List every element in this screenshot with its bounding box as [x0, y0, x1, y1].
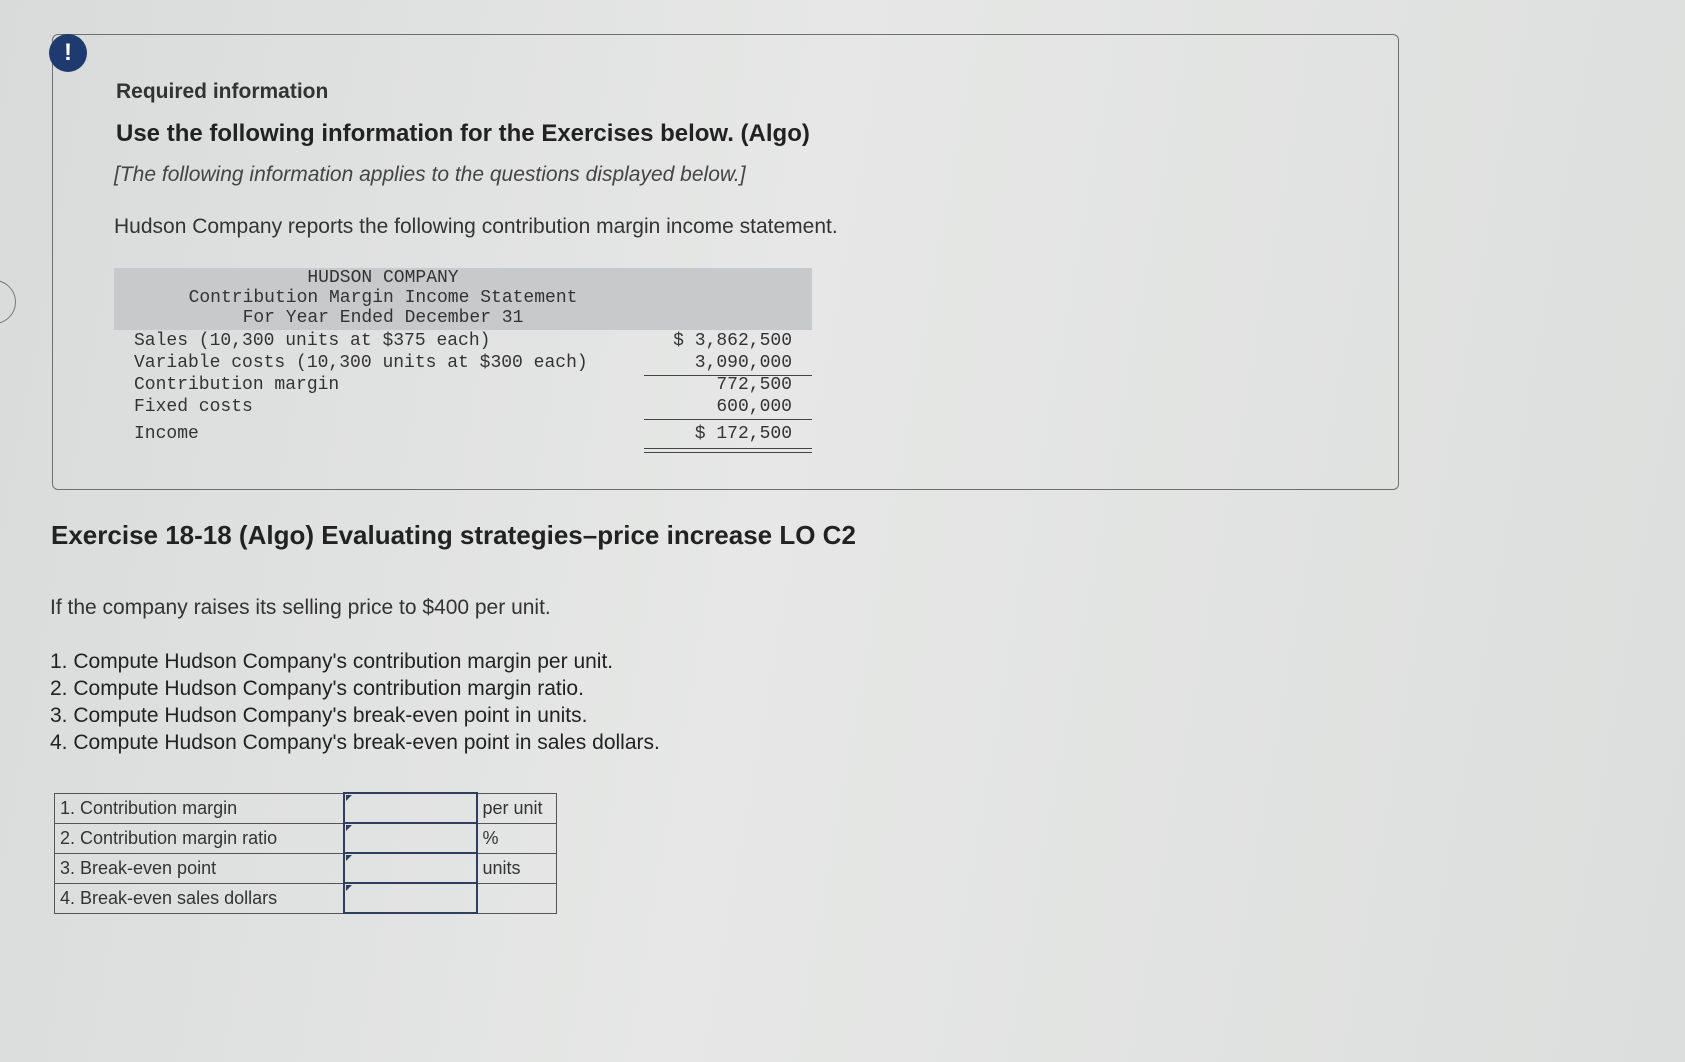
answer-label: 1. Contribution margin	[55, 793, 344, 823]
flag-icon	[346, 855, 352, 861]
statement-row-amount: 3,090,000	[694, 353, 792, 373]
statement-intro: Hudson Company reports the following contribution margin income statement.	[114, 215, 838, 238]
statement-period: For Year Ended December 31	[242, 308, 524, 328]
flag-icon	[346, 885, 352, 891]
statement-row-contribution-margin	[134, 374, 792, 396]
answer-label: 3. Break-even point	[55, 853, 344, 883]
statement-row-label: Contribution margin	[134, 375, 340, 395]
statement-row-label: Fixed costs	[134, 397, 253, 417]
statement-row-label: Income	[134, 424, 199, 444]
task-item: 4. Compute Hudson Company's break-even point in sales dollars.	[50, 731, 660, 754]
break-even-sales-dollars-input[interactable]	[345, 884, 476, 912]
statement-row-amount: 772,500	[716, 375, 792, 395]
statement-row-sales	[134, 330, 792, 352]
statement-row-fixed-costs	[134, 396, 792, 418]
statement-row-income	[134, 423, 792, 445]
task-item: 3. Compute Hudson Company's break-even point in units.	[50, 704, 588, 727]
statement-row-amount: $ 3,862,500	[673, 331, 792, 351]
answer-unit	[477, 883, 557, 913]
break-even-sales-dollars-input-cell[interactable]	[344, 883, 477, 913]
side-scroll-handle[interactable]	[0, 280, 16, 324]
subtotal-rule	[644, 419, 812, 420]
applies-note: [The following information applies to the questions displayed below.]	[114, 163, 746, 186]
info-heading: Use the following information for the Exercises below. (Algo)	[116, 120, 810, 147]
answer-row-break-even-point	[55, 853, 557, 883]
answer-unit: %	[477, 823, 557, 853]
alert-icon: !	[49, 34, 87, 72]
total-double-rule	[644, 452, 812, 453]
answer-label: 4. Break-even sales dollars	[55, 883, 344, 913]
statement-row-label: Sales (10,300 units at $375 each)	[134, 331, 491, 351]
income-statement	[114, 268, 812, 458]
flag-icon	[346, 825, 352, 831]
answer-row-contribution-margin-ratio	[55, 823, 557, 853]
answer-row-break-even-sales-dollars	[55, 883, 557, 913]
contribution-margin-input[interactable]	[345, 794, 476, 822]
contribution-margin-ratio-input[interactable]	[345, 824, 476, 852]
break-even-point-input-cell[interactable]	[344, 853, 477, 883]
exercise-title: Exercise 18-18 (Algo) Evaluating strategies–price increase LO C2	[51, 520, 856, 550]
flag-icon	[346, 795, 352, 801]
answer-unit: units	[477, 853, 557, 883]
statement-row-label: Variable costs (10,300 units at $300 each)	[134, 353, 588, 373]
total-double-rule	[644, 448, 812, 449]
statement-row-amount: 600,000	[716, 397, 792, 417]
statement-header	[114, 268, 812, 330]
statement-row-amount: $ 172,500	[694, 424, 792, 444]
contribution-margin-input-cell[interactable]	[344, 793, 477, 823]
task-list	[50, 648, 660, 756]
contribution-margin-ratio-input-cell[interactable]	[344, 823, 477, 853]
task-item: 1. Compute Hudson Company's contribution margin per unit.	[50, 650, 614, 673]
answer-row-contribution-margin	[55, 793, 557, 823]
task-item: 2. Compute Hudson Company's contribution margin ratio.	[50, 677, 584, 700]
required-information-label: Required information	[116, 80, 329, 103]
statement-row-variable-costs	[134, 352, 792, 374]
statement-company: HUDSON COMPANY	[307, 268, 459, 288]
statement-title: Contribution Margin Income Statement	[188, 288, 578, 308]
break-even-point-input[interactable]	[345, 854, 476, 882]
exercise-intro: If the company raises its selling price to $400 per unit.	[50, 596, 551, 619]
answer-label: 2. Contribution margin ratio	[55, 823, 344, 853]
answer-table	[54, 792, 557, 914]
answer-unit: per unit	[477, 793, 557, 823]
